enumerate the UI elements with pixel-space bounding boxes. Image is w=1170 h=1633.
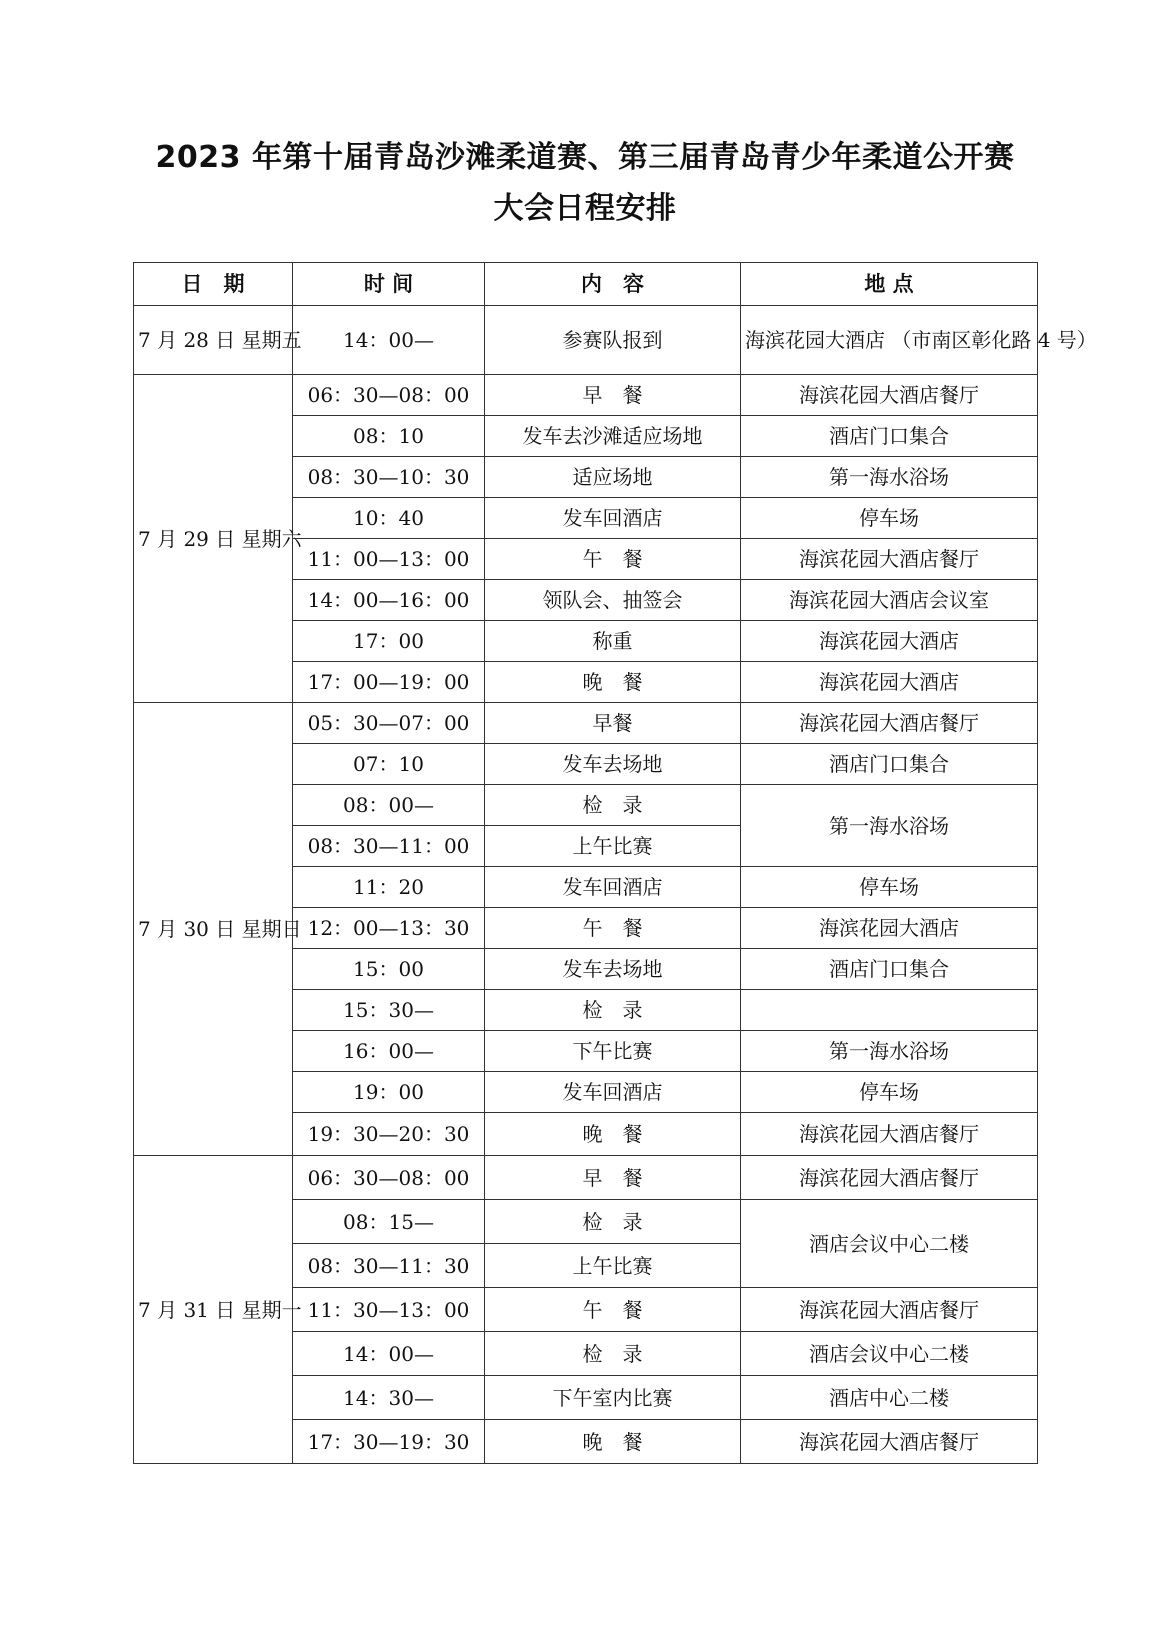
place-cell: 酒店会议中心二楼 — [741, 1332, 1038, 1376]
time-cell: 14：00— — [293, 1332, 485, 1376]
time-cell: 08：00— — [293, 785, 485, 826]
time-cell: 08：30—11：00 — [293, 826, 485, 867]
time-cell: 19：30—20：30 — [293, 1113, 485, 1156]
time-cell: 06：30—08：00 — [293, 375, 485, 416]
time-cell: 15：00 — [293, 949, 485, 990]
table-row — [134, 306, 1038, 375]
content-cell: 下午室内比赛 — [485, 1376, 741, 1420]
time-cell: 08：15— — [293, 1200, 485, 1244]
date-cell: 7 月 30 日 星期日 — [134, 703, 293, 1156]
content-cell: 上午比赛 — [485, 826, 741, 867]
content-cell: 早餐 — [485, 703, 741, 744]
document-title: 2023 年第十届青岛沙滩柔道赛、第三届青岛青少年柔道公开赛 — [155, 140, 1015, 175]
place-cell: 海滨花园大酒店 — [741, 621, 1038, 662]
place-cell: 第一海水浴场 — [741, 457, 1038, 498]
date-cell: 7 月 29 日 星期六 — [134, 375, 293, 703]
content-cell: 午 餐 — [485, 908, 741, 949]
place-cell: 第一海水浴场 — [741, 1031, 1038, 1072]
header-time: 时 间 — [293, 263, 485, 306]
place-cell: 海滨花园大酒店餐厅 — [741, 1156, 1038, 1200]
content-cell: 发车去场地 — [485, 744, 741, 785]
place-cell: 酒店门口集合 — [741, 744, 1038, 785]
place-cell: 酒店门口集合 — [741, 949, 1038, 990]
header-row — [134, 263, 1038, 306]
time-cell: 08：30—10：30 — [293, 457, 485, 498]
time-cell: 15：30— — [293, 990, 485, 1031]
place-cell: 酒店会议中心二楼 — [741, 1200, 1038, 1288]
content-cell: 领队会、抽签会 — [485, 580, 741, 621]
table-row — [134, 703, 1038, 744]
place-cell: 停车场 — [741, 867, 1038, 908]
schedule-body — [134, 306, 1097, 1464]
table-row — [134, 1156, 1038, 1200]
content-cell: 午 餐 — [485, 539, 741, 580]
time-cell: 08：30—11：30 — [293, 1244, 485, 1288]
place-cell: 停车场 — [741, 1072, 1038, 1113]
time-cell: 14：00— — [293, 306, 485, 375]
content-cell: 检 录 — [485, 1332, 741, 1376]
date-cell: 7 月 31 日 星期一 — [134, 1156, 293, 1464]
place-cell: 第一海水浴场 — [741, 785, 1038, 867]
schedule-table — [133, 262, 1097, 1464]
time-cell: 14：30— — [293, 1376, 485, 1420]
content-cell: 发车去场地 — [485, 949, 741, 990]
place-cell — [741, 990, 1038, 1031]
content-cell: 发车回酒店 — [485, 498, 741, 539]
time-cell: 19：00 — [293, 1072, 485, 1113]
place-cell: 海滨花园大酒店 — [741, 662, 1038, 703]
place-cell: 海滨花园大酒店会议室 — [741, 580, 1038, 621]
content-cell: 晚 餐 — [485, 1420, 741, 1464]
content-cell: 检 录 — [485, 1200, 741, 1244]
content-cell: 早 餐 — [485, 1156, 741, 1200]
time-cell: 10：40 — [293, 498, 485, 539]
content-cell: 参赛队报到 — [485, 306, 741, 375]
place-cell: 停车场 — [741, 498, 1038, 539]
time-cell: 07：10 — [293, 744, 485, 785]
content-cell: 晚 餐 — [485, 662, 741, 703]
place-cell: 海滨花园大酒店 （市南区彰化路 4 号） — [741, 306, 1038, 375]
time-cell: 11：20 — [293, 867, 485, 908]
content-cell: 适应场地 — [485, 457, 741, 498]
content-cell: 晚 餐 — [485, 1113, 741, 1156]
place-cell: 海滨花园大酒店餐厅 — [741, 1420, 1038, 1464]
time-cell: 11：00—13：00 — [293, 539, 485, 580]
place-cell: 海滨花园大酒店 — [741, 908, 1038, 949]
table-row — [134, 375, 1038, 416]
content-cell: 检 录 — [485, 785, 741, 826]
place-cell: 海滨花园大酒店餐厅 — [741, 539, 1038, 580]
place-cell: 海滨花园大酒店餐厅 — [741, 1113, 1038, 1156]
time-cell: 08：10 — [293, 416, 485, 457]
header-content: 内 容 — [485, 263, 741, 306]
place-cell: 海滨花园大酒店餐厅 — [741, 1288, 1038, 1332]
time-cell: 06：30—08：00 — [293, 1156, 485, 1200]
place-cell: 海滨花园大酒店餐厅 — [741, 375, 1038, 416]
content-cell: 称重 — [485, 621, 741, 662]
time-cell: 14：00—16：00 — [293, 580, 485, 621]
content-cell: 发车去沙滩适应场地 — [485, 416, 741, 457]
time-cell: 11：30—13：00 — [293, 1288, 485, 1332]
header-place: 地 点 — [741, 263, 1038, 306]
document-subtitle: 大会日程安排 — [493, 191, 677, 226]
content-cell: 发车回酒店 — [485, 1072, 741, 1113]
place-cell: 酒店门口集合 — [741, 416, 1038, 457]
date-cell: 7 月 28 日 星期五 — [134, 306, 293, 375]
place-cell: 海滨花园大酒店餐厅 — [741, 703, 1038, 744]
content-cell: 早 餐 — [485, 375, 741, 416]
content-cell: 午 餐 — [485, 1288, 741, 1332]
time-cell: 17：30—19：30 — [293, 1420, 485, 1464]
header-date: 日 期 — [134, 263, 293, 306]
content-cell: 下午比赛 — [485, 1031, 741, 1072]
place-cell: 酒店中心二楼 — [741, 1376, 1038, 1420]
time-cell: 16：00— — [293, 1031, 485, 1072]
content-cell: 上午比赛 — [485, 1244, 741, 1288]
time-cell: 12：00—13：30 — [293, 908, 485, 949]
content-cell: 发车回酒店 — [485, 867, 741, 908]
time-cell: 05：30—07：00 — [293, 703, 485, 744]
time-cell: 17：00 — [293, 621, 485, 662]
content-cell: 检 录 — [485, 990, 741, 1031]
time-cell: 17：00—19：00 — [293, 662, 485, 703]
